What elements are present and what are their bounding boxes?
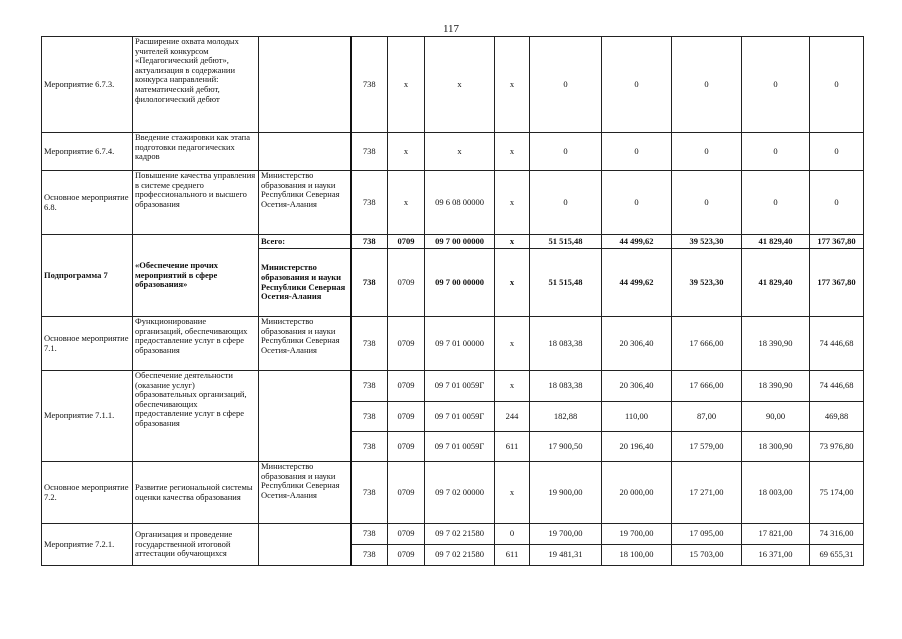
grbs-code: 738 [351, 402, 388, 432]
table-row [42, 171, 864, 235]
grbs-code: 738 [351, 249, 388, 317]
event-description: Повышение качества управления в системе среднего профессионального и высшего образования [133, 171, 259, 235]
table-row [42, 371, 864, 402]
value-year-2: 19 700,00 [602, 524, 672, 545]
value-year-2: 44 499,62 [602, 249, 672, 317]
event-name: Мероприятие 6.7.3. [42, 37, 133, 133]
value-year-4: 18 300,90 [742, 432, 810, 462]
event-name: Основное мероприятие 6.8. [42, 171, 133, 235]
rzpr-code: 0709 [388, 317, 425, 371]
value-year-3: 0 [672, 171, 742, 235]
value-total: 177 367,80 [810, 235, 864, 249]
event-description: Функционирование организаций, обеспечивающих предоставление услуг в сфере образования [133, 317, 259, 371]
rzpr-code: 0709 [388, 462, 425, 524]
value-year-2: 110,00 [602, 402, 672, 432]
rzpr-code: 0709 [388, 545, 425, 566]
vr-code: х [495, 317, 530, 371]
value-year-2: 20 306,40 [602, 371, 672, 402]
csr-code: 09 7 02 21580 [425, 545, 495, 566]
grbs-code: 738 [351, 524, 388, 545]
vr-code: х [495, 133, 530, 171]
grbs-code: 738 [351, 317, 388, 371]
table-row [42, 235, 864, 249]
csr-code: х [425, 37, 495, 133]
value-year-2: 0 [602, 171, 672, 235]
vr-code: х [495, 171, 530, 235]
value-year-4: 17 821,00 [742, 524, 810, 545]
rzpr-code: 0709 [388, 402, 425, 432]
csr-code: 09 7 00 00000 [425, 235, 495, 249]
value-year-3: 17 666,00 [672, 371, 742, 402]
vr-code: 611 [495, 545, 530, 566]
rzpr-code: 0709 [388, 235, 425, 249]
event-name: Мероприятие 6.7.4. [42, 133, 133, 171]
value-year-3: 39 523,30 [672, 249, 742, 317]
event-name: Основное мероприятие 7.1. [42, 317, 133, 371]
value-year-1: 51 515,48 [530, 249, 602, 317]
event-description: Расширение охвата молодых учителей конкурсом «Педагогический дебют», актуализация в содержании конкурса направлений: математический дебют, филологический дебют [133, 37, 259, 133]
vr-code: х [495, 235, 530, 249]
value-year-3: 17 666,00 [672, 317, 742, 371]
table-row [42, 317, 864, 371]
value-year-2: 18 100,00 [602, 545, 672, 566]
rzpr-code: х [388, 171, 425, 235]
value-total: 0 [810, 171, 864, 235]
value-year-3: 0 [672, 133, 742, 171]
value-year-4: 18 003,00 [742, 462, 810, 524]
event-name: Основное мероприятие 7.2. [42, 462, 133, 524]
vr-code: х [495, 371, 530, 402]
vr-code: 611 [495, 432, 530, 462]
total-label: Всего: [259, 235, 351, 249]
vr-code: 244 [495, 402, 530, 432]
csr-code: 09 7 01 0059Г [425, 432, 495, 462]
value-year-4: 0 [742, 37, 810, 133]
vr-code: х [495, 37, 530, 133]
value-total: 74 316,00 [810, 524, 864, 545]
value-total: 75 174,00 [810, 462, 864, 524]
table-row [42, 462, 864, 524]
event-name: Мероприятие 7.2.1. [42, 524, 133, 566]
csr-code: 09 7 02 00000 [425, 462, 495, 524]
table-row [42, 524, 864, 545]
grbs-code: 738 [351, 432, 388, 462]
value-total: 0 [810, 133, 864, 171]
executor [259, 371, 351, 462]
event-description: Введение стажировки как этапа подготовки педагогических кадров [133, 133, 259, 171]
csr-code: 09 6 08 00000 [425, 171, 495, 235]
value-year-1: 0 [530, 133, 602, 171]
csr-code: х [425, 133, 495, 171]
value-year-4: 0 [742, 133, 810, 171]
value-year-4: 16 371,00 [742, 545, 810, 566]
value-year-2: 0 [602, 37, 672, 133]
event-description: Организация и проведение государственной итоговой аттестации обучающихся [133, 524, 259, 566]
value-year-4: 0 [742, 171, 810, 235]
value-year-1: 19 700,00 [530, 524, 602, 545]
value-year-2: 20 196,40 [602, 432, 672, 462]
rzpr-code: х [388, 133, 425, 171]
value-year-2: 0 [602, 133, 672, 171]
vr-code: х [495, 249, 530, 317]
rzpr-code: 0709 [388, 249, 425, 317]
grbs-code: 738 [351, 133, 388, 171]
value-total: 469,88 [810, 402, 864, 432]
executor: Министерство образования и науки Республики Северная Осетия-Алания [259, 462, 351, 524]
value-year-2: 44 499,62 [602, 235, 672, 249]
value-total: 177 367,80 [810, 249, 864, 317]
value-year-1: 17 900,50 [530, 432, 602, 462]
executor: Министерство образования и науки Республики Северная Осетия-Алания [259, 317, 351, 371]
subprogram-name: Подпрограмма 7 [42, 235, 133, 317]
executor [259, 37, 351, 133]
value-total: 69 655,31 [810, 545, 864, 566]
value-year-3: 17 579,00 [672, 432, 742, 462]
value-year-4: 18 390,90 [742, 317, 810, 371]
event-description: Развитие региональной системы оценки качества образования [133, 462, 259, 524]
grbs-code: 738 [351, 371, 388, 402]
grbs-code: 738 [351, 171, 388, 235]
csr-code: 09 7 02 21580 [425, 524, 495, 545]
subprogram-description: «Обеспечение прочих мероприятий в сфере образования» [133, 235, 259, 317]
value-year-4: 90,00 [742, 402, 810, 432]
value-year-3: 39 523,30 [672, 235, 742, 249]
value-total: 73 976,80 [810, 432, 864, 462]
value-year-3: 87,00 [672, 402, 742, 432]
value-year-1: 0 [530, 171, 602, 235]
value-year-1: 51 515,48 [530, 235, 602, 249]
value-year-3: 17 095,00 [672, 524, 742, 545]
value-year-3: 15 703,00 [672, 545, 742, 566]
value-year-2: 20 306,40 [602, 317, 672, 371]
value-year-1: 19 900,00 [530, 462, 602, 524]
grbs-code: 738 [351, 235, 388, 249]
csr-code: 09 7 01 0059Г [425, 402, 495, 432]
csr-code: 09 7 01 00000 [425, 317, 495, 371]
value-year-1: 19 481,31 [530, 545, 602, 566]
value-year-4: 41 829,40 [742, 249, 810, 317]
value-year-1: 0 [530, 37, 602, 133]
csr-code: 09 7 01 0059Г [425, 371, 495, 402]
value-year-1: 18 083,38 [530, 371, 602, 402]
page-number: 117 [442, 23, 460, 35]
value-year-2: 20 000,00 [602, 462, 672, 524]
executor: Министерство образования и науки Республики Северная Осетия-Алания [259, 171, 351, 235]
executor [259, 524, 351, 566]
rzpr-code: х [388, 37, 425, 133]
executor [259, 133, 351, 171]
value-year-3: 0 [672, 37, 742, 133]
grbs-code: 738 [351, 462, 388, 524]
rzpr-code: 0709 [388, 432, 425, 462]
table-row [42, 37, 864, 133]
value-year-3: 17 271,00 [672, 462, 742, 524]
budget-table [41, 36, 864, 566]
event-name: Мероприятие 7.1.1. [42, 371, 133, 462]
csr-code: 09 7 00 00000 [425, 249, 495, 317]
table-row [42, 133, 864, 171]
grbs-code: 738 [351, 545, 388, 566]
value-total: 74 446,68 [810, 371, 864, 402]
vr-code: 0 [495, 524, 530, 545]
value-year-1: 182,88 [530, 402, 602, 432]
value-year-1: 18 083,38 [530, 317, 602, 371]
rzpr-code: 0709 [388, 524, 425, 545]
value-year-4: 41 829,40 [742, 235, 810, 249]
value-total: 74 446,68 [810, 317, 864, 371]
rzpr-code: 0709 [388, 371, 425, 402]
vr-code: х [495, 462, 530, 524]
executor: Министерство образования и науки Республики Северная Осетия-Алания [259, 249, 351, 317]
value-year-4: 18 390,90 [742, 371, 810, 402]
event-description: Обеспечение деятельности (оказание услуг) образовательных организаций, обеспечивающих предоставление услуг в сфере образования [133, 371, 259, 462]
value-total: 0 [810, 37, 864, 133]
grbs-code: 738 [351, 37, 388, 133]
